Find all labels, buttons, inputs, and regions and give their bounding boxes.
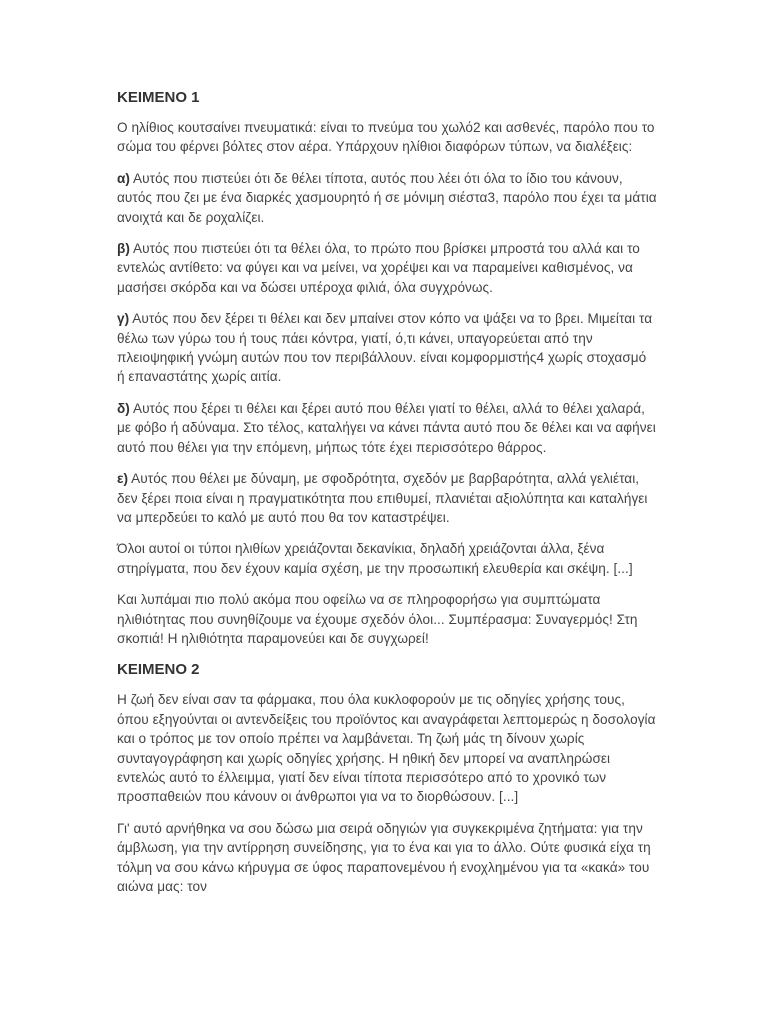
text1-item-e	[117, 469, 657, 527]
text1-closing-1: Όλοι αυτοί οι τύποι ηλιθίων χρειάζονται δεκανίκια, δηλαδή χρειάζονται άλλα, ξένα στηρίγματα, που δεν έχουν καμία σχέση, με την προσωπική ελευθερία και σκέψη. [...]	[117, 541, 633, 576]
text1-item-a	[117, 169, 657, 227]
item-text-b: Αυτός που πιστεύει ότι τα θέλει όλα, το πρώτο που βρίσκει μπροστά του αλλά και το εντελώς αντίθετο: να φύγει και να μείνει, να χορέψει και να παραμείνει καθισμένος, να μασήσει σκόρδα και να δώσει υπέροχα φιλιά, όλα συγχρόνως.	[117, 241, 640, 295]
item-marker-c: γ)	[117, 311, 130, 327]
text1-intro: Ο ηλίθιος κουτσαίνει πνευματικά: είναι το πνεύμα του χωλό2 και ασθενές, παρόλο που το σώμα του φέρνει βόλτες στον αέρα. Υπάρχουν ηλίθιοι διαφόρων τύπων, να διαλέξεις:	[117, 120, 655, 155]
item-text-d: Αυτός που ξέρει τι θέλει και ξέρει αυτό που θέλει γιατί το θέλει, αλλά το θέλει χαλαρά, με φόβο ή αδύναμα. Στο τέλος, καταλήγει να κάνει πάντα αυτό που δε θέλει και να αφήνει αυτό που θέλει για την επόμενη, μήπως τότε έχει περισσότερο θάρρος.	[117, 400, 656, 455]
text2-heading: ΚΕΙΜΕΝΟ 2	[117, 661, 200, 679]
item-marker-a: α)	[117, 170, 130, 186]
item-text-e: Αυτός που θέλει με δύναμη, με σφοδρότητα, σχεδόν με βαρβαρότητα, αλλά γελιέται, δεν ξέρει ποια είναι η πραγματικότητα που επιθυμεί, πλανιέται αξιολύπητα και καταλήγει να μπερδεύει το καλό με αυτό που θα τον καταστρέψει.	[117, 471, 648, 525]
text1-item-b	[117, 239, 657, 297]
text1-heading: ΚΕΙΜΕΝΟ 1	[117, 89, 200, 106]
item-text-c: Αυτός που δεν ξέρει τι θέλει και δεν μπαίνει στον κόπο να ψάξει να το βρει. Μιμείται τα θέλω των γύρω του ή τους πάει κόντρα, γιατί, ό,τι κάνει, υπαγορεύεται από την πλειοψηφική γνώμη αυτών που τον περιβάλλουν. είναι κομφορμιστής4 χωρίς στοχασμό ή επαναστάτης χωρίς αιτία.	[117, 311, 653, 385]
item-marker-d: δ)	[117, 400, 130, 416]
document-page	[117, 88, 657, 896]
text1-closing-2: Και λυπάμαι πιο πολύ ακόμα που οφείλω να σε πληροφορήσω για συμπτώματα ηλιθιότητας που συνηθίζουμε να έχουμε σχεδόν όλοι... Συμπέρασμα: Συναγερμός! Στη σκοπιά! Η ηλιθιότητα παραμονεύει και δε συγχωρεί!	[117, 592, 638, 646]
text1-item-d	[117, 399, 657, 457]
item-marker-e: ε)	[117, 471, 129, 487]
item-marker-b: β)	[117, 241, 130, 257]
text2-paragraph-2: Γι' αυτό αρνήθηκα να σου δώσω μια σειρά οδηγιών για συγκεκριμένα ζητήματα: για την άμβλωση, για την αντίρρηση συνείδησης, για το ένα και για το άλλο. Ούτε φυσικά είχα τη τόλμη να σου κάνω κήρυγμα σε ύφος παραπονεμένου ή ενοχλημένου για τα «κακά» του αιώνα μας: τον	[117, 820, 651, 894]
text2-paragraph-1: Η ζωή δεν είναι σαν τα φάρμακα, που όλα κυκλοφορούν με τις οδηγίες χρήσης τους, όπου εξηγούνται οι αντενδείξεις του προϊόντος και αναγράφεται λεπτομερώς η δοσολογία και ο τρόπος με τον οποίο πρέπει να λαμβάνεται. Τη ζωή μάς τη δίνουν χωρίς συνταγογράφηση και χωρίς οδηγίες χρήσης. Η ηθική δεν μπορεί να αναπληρώσει εντελώς αυτό το έλλειμμα, γιατί δεν είναι τίποτα περισσότερο από το χρονικό των προσπαθειών που κάνουν οι άνθρωποι για να το διορθώσουν. [...]	[117, 692, 656, 805]
item-text-a: Αυτός που πιστεύει ότι δε θέλει τίποτα, αυτός που λέει ότι όλα το ίδιο του κάνουν, αυτός που ζει με ένα διαρκές χασμουρητό ή σε μόνιμη σιέστα3, παρόλο που έχει τα μάτια ανοιχτά και δε ροχαλίζει.	[117, 170, 657, 225]
text1-item-c	[117, 309, 657, 387]
